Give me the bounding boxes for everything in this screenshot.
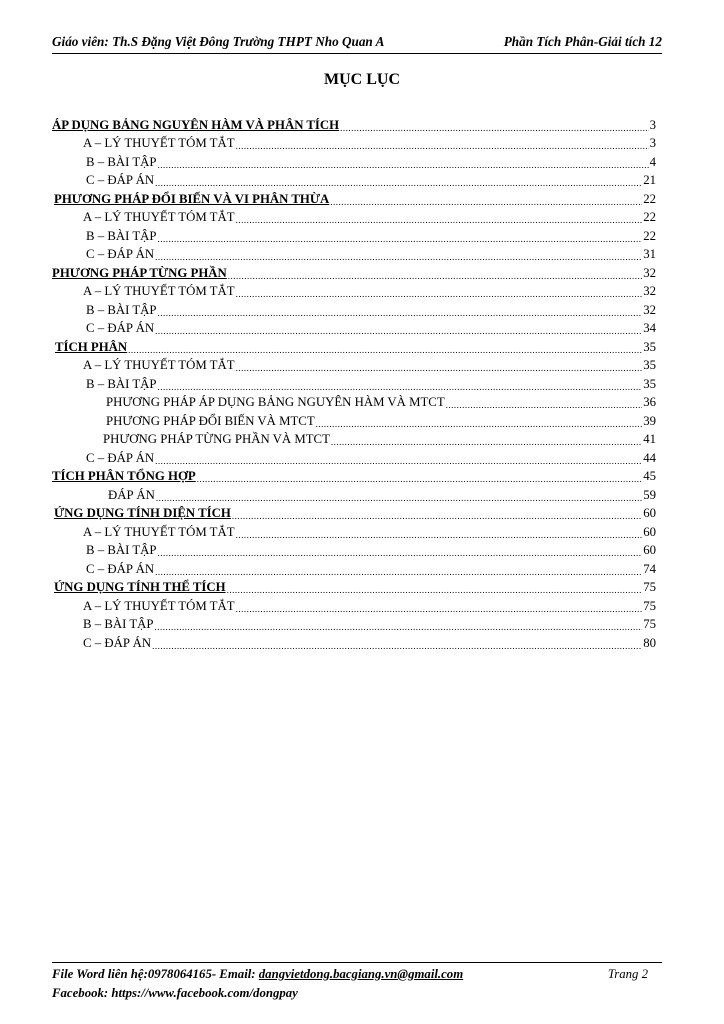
toc-leader-dots bbox=[446, 401, 643, 410]
toc-leader-dots bbox=[236, 142, 649, 151]
toc-entry-label: A – LÝ THUYẾT TÓM TẮT bbox=[83, 358, 235, 372]
footer-facebook: Facebook: https://www.facebook.com/dongpay bbox=[52, 986, 298, 1000]
toc-leader-dots bbox=[158, 235, 643, 244]
toc-entry[interactable] bbox=[52, 577, 656, 596]
toc-entry[interactable] bbox=[52, 151, 656, 170]
toc-entry[interactable] bbox=[52, 336, 656, 355]
toc-entry[interactable] bbox=[52, 429, 656, 448]
toc-entry[interactable] bbox=[52, 614, 656, 633]
toc-entry-page: 60 bbox=[643, 524, 656, 539]
toc-entry-label: C – ĐÁP ÁN bbox=[86, 247, 155, 261]
toc-leader-dots bbox=[236, 531, 643, 540]
toc-entry-label: ỨNG DỤNG TÍNH DIỆN TÍCH bbox=[54, 506, 231, 520]
toc-entry-page: 60 bbox=[643, 543, 656, 557]
toc-entry[interactable] bbox=[52, 299, 656, 318]
toc-entry-page: 32 bbox=[643, 265, 656, 280]
page-header bbox=[52, 34, 662, 54]
toc-entry[interactable] bbox=[52, 188, 656, 207]
toc-leader-dots bbox=[158, 383, 643, 392]
toc-leader-dots bbox=[316, 420, 643, 429]
toc-entry-page: 35 bbox=[643, 339, 656, 354]
toc-entry[interactable] bbox=[52, 484, 656, 503]
toc-entry[interactable] bbox=[52, 355, 656, 374]
toc-entry[interactable] bbox=[52, 632, 656, 651]
table-of-contents bbox=[52, 114, 656, 651]
toc-entry-label: B – BÀI TẬP bbox=[86, 376, 157, 391]
toc-leader-dots bbox=[236, 605, 643, 614]
toc-leader-dots bbox=[158, 309, 643, 318]
footer-phone-label: File Word liên hệ:0978064165- Email: bbox=[52, 967, 259, 981]
footer-contact-line bbox=[52, 967, 662, 982]
toc-leader-dots bbox=[330, 198, 642, 207]
toc-entry-label: PHƯƠNG PHÁP TỪNG PHẦN VÀ MTCT bbox=[103, 432, 330, 446]
toc-entry[interactable] bbox=[52, 410, 656, 429]
toc-entry-page: 32 bbox=[643, 302, 656, 317]
toc-entry[interactable] bbox=[52, 244, 656, 263]
toc-entry-page: 3 bbox=[649, 136, 656, 150]
toc-entry-page: 21 bbox=[643, 173, 656, 187]
toc-leader-dots bbox=[158, 549, 643, 558]
header-subject: Phần Tích Phân-Giải tích 12 bbox=[503, 34, 662, 49]
toc-leader-dots bbox=[128, 346, 642, 355]
toc-entry-label: ỨNG DỤNG TÍNH THỂ TÍCH bbox=[54, 580, 226, 594]
toc-entry-page: 22 bbox=[643, 228, 656, 243]
footer-contact bbox=[52, 967, 463, 982]
toc-entry-label: C – ĐÁP ÁN bbox=[86, 321, 155, 335]
toc-entry-page: 31 bbox=[643, 247, 656, 261]
toc-entry-label: C – ĐÁP ÁN bbox=[86, 561, 155, 576]
toc-entry-label: B – BÀI TẬP bbox=[83, 617, 154, 631]
toc-entry[interactable] bbox=[52, 540, 656, 559]
toc-entry-label: C – ĐÁP ÁN bbox=[86, 173, 155, 187]
toc-leader-dots bbox=[340, 124, 648, 133]
toc-leader-dots bbox=[156, 494, 642, 503]
toc-entry-label: A – LÝ THUYẾT TÓM TẮT bbox=[83, 524, 235, 539]
toc-leader-dots bbox=[155, 327, 642, 336]
toc-entry[interactable] bbox=[52, 373, 656, 392]
toc-entry-page: 75 bbox=[643, 598, 656, 613]
toc-entry-label: C – ĐÁP ÁN bbox=[86, 450, 155, 465]
toc-entry-label: ĐÁP ÁN bbox=[108, 487, 155, 502]
toc-entry[interactable] bbox=[52, 466, 656, 485]
toc-entry[interactable] bbox=[52, 595, 656, 614]
toc-entry-page: 75 bbox=[643, 617, 656, 631]
toc-entry-page: 32 bbox=[643, 284, 656, 298]
toc-entry-page: 59 bbox=[643, 487, 656, 502]
toc-entry-page: 41 bbox=[643, 432, 656, 446]
toc-leader-dots bbox=[236, 364, 643, 373]
toc-entry-page: 35 bbox=[643, 376, 656, 391]
toc-leader-dots bbox=[155, 568, 642, 577]
toc-entry-label: PHƯƠNG PHÁP ĐỔI BIẾN VÀ MTCT bbox=[106, 413, 315, 428]
toc-entry-label: B – BÀI TẬP bbox=[86, 228, 157, 243]
toc-leader-dots bbox=[236, 290, 643, 299]
toc-entry-label: B – BÀI TẬP bbox=[86, 154, 157, 169]
toc-leader-dots bbox=[197, 475, 642, 484]
toc-entry-page: 36 bbox=[643, 395, 656, 409]
toc-entry-label: B – BÀI TẬP bbox=[86, 302, 157, 317]
toc-entry-page: 44 bbox=[643, 450, 656, 465]
toc-entry[interactable] bbox=[52, 521, 656, 540]
toc-entry[interactable] bbox=[52, 133, 656, 152]
toc-entry-page: 34 bbox=[643, 321, 656, 335]
toc-leader-dots bbox=[155, 179, 642, 188]
toc-entry[interactable] bbox=[52, 503, 656, 522]
toc-entry-label: B – BÀI TẬP bbox=[86, 543, 157, 557]
page-number: Trang 2 bbox=[607, 967, 648, 981]
toc-entry[interactable] bbox=[52, 558, 656, 577]
toc-entry-page: 3 bbox=[649, 117, 656, 132]
toc-entry-label: TÍCH PHÂN TỔNG HỢP bbox=[52, 469, 196, 483]
toc-entry-label: A – LÝ THUYẾT TÓM TẮT bbox=[83, 284, 235, 298]
toc-entry-page: 39 bbox=[643, 413, 656, 428]
toc-entry-label: PHƯƠNG PHÁP ÁP DỤNG BẢNG NGUYÊN HÀM VÀ MTCT bbox=[106, 395, 445, 409]
toc-entry[interactable] bbox=[52, 225, 656, 244]
toc-entry-label: A – LÝ THUYẾT TÓM TẮT bbox=[83, 136, 235, 150]
toc-entry-label: A – LÝ THUYẾT TÓM TẮT bbox=[83, 598, 235, 613]
toc-entry-page: 80 bbox=[643, 635, 656, 650]
toc-leader-dots bbox=[232, 512, 642, 521]
toc-leader-dots bbox=[228, 272, 642, 281]
toc-entry-label: A – LÝ THUYẾT TÓM TẮT bbox=[83, 210, 235, 224]
toc-entry-label: ÁP DỤNG BẢNG NGUYÊN HÀM VÀ PHÂN TÍCH bbox=[52, 117, 340, 132]
toc-leader-dots bbox=[155, 457, 642, 466]
toc-entry[interactable] bbox=[52, 447, 656, 466]
page-footer bbox=[52, 962, 662, 1001]
toc-entry[interactable] bbox=[52, 392, 656, 411]
toc-leader-dots bbox=[152, 642, 642, 651]
toc-leader-dots bbox=[155, 623, 643, 632]
header-author: Giáo viên: Th.S Đặng Việt Đông Trường THPT Nho Quan A bbox=[52, 34, 385, 49]
toc-leader-dots bbox=[236, 216, 643, 225]
toc-entry-page: 75 bbox=[643, 580, 656, 594]
toc-entry-page: 4 bbox=[649, 154, 656, 169]
toc-entry[interactable] bbox=[52, 170, 656, 189]
toc-entry-page: 74 bbox=[643, 561, 656, 576]
toc-entry[interactable] bbox=[52, 207, 656, 226]
toc-entry[interactable] bbox=[52, 262, 656, 281]
toc-entry-page: 60 bbox=[643, 506, 656, 520]
toc-entry-page: 35 bbox=[643, 358, 656, 372]
toc-leader-dots bbox=[227, 586, 643, 595]
page-title: MỤC LỤC bbox=[324, 71, 400, 88]
toc-leader-dots bbox=[158, 161, 649, 170]
toc-leader-dots bbox=[155, 253, 642, 262]
toc-entry[interactable] bbox=[52, 281, 656, 300]
toc-entry-page: 22 bbox=[643, 210, 656, 224]
toc-entry-page: 22 bbox=[643, 191, 656, 206]
toc-entry[interactable] bbox=[52, 318, 656, 337]
toc-entry[interactable] bbox=[52, 114, 656, 133]
toc-entry-label: TÍCH PHÂN bbox=[55, 339, 128, 354]
toc-entry-page: 45 bbox=[643, 469, 656, 483]
toc-entry-label: PHƯƠNG PHÁP TỪNG PHẦN bbox=[52, 265, 227, 280]
toc-leader-dots bbox=[331, 438, 642, 447]
toc-entry-label: PHƯƠNG PHÁP ĐỔI BIẾN VÀ VI PHÂN THỪA bbox=[54, 191, 330, 206]
footer-email-link[interactable]: dangvietdong.bacgiang.vn@gmail.com bbox=[258, 967, 464, 981]
toc-entry-label: C – ĐÁP ÁN bbox=[83, 635, 152, 650]
